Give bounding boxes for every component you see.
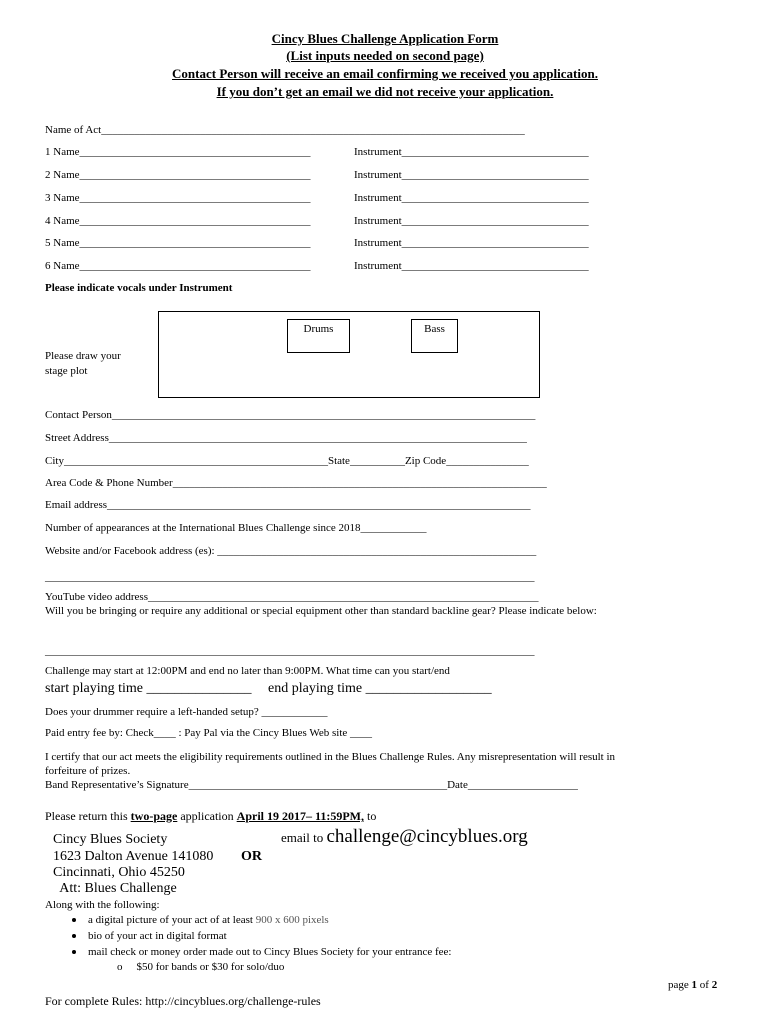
website-field[interactable]: Website and/or Facebook address (es): __________________________________________________________ <box>45 545 537 557</box>
member-6-name-field[interactable]: 6 Name__________________________________________ <box>45 260 311 272</box>
member-1-instrument-field[interactable]: Instrument__________________________________ <box>354 146 589 158</box>
return-instructions <box>45 809 376 824</box>
youtube-field[interactable]: YouTube video address_______________________________________________________________________ <box>45 591 539 603</box>
return-suffix: to <box>363 809 377 823</box>
deadline-text: April 19 2017– 11:59PM, <box>236 809 364 823</box>
two-page-text: two-page <box>130 809 178 823</box>
member-4-instrument-field[interactable]: Instrument__________________________________ <box>354 215 589 227</box>
equipment-question: Will you be bringing or require any additional or special equipment other than standard backline gear? Please indicate below: <box>45 605 597 617</box>
email-address-link[interactable]: challenge@cincyblues.org <box>326 826 528 847</box>
confirmation-note: Contact Person will receive an email confirming we received you application. <box>172 66 598 81</box>
certify-statement: I certify that our act meets the eligibility requirements outlined in the Blues Challenge Rules. Any misrepresentation will result in <box>45 751 616 763</box>
drums-box: Drums <box>287 319 350 353</box>
vocals-note: Please indicate vocals under Instrument <box>45 282 233 294</box>
address-line-2: 1623 Dalton Avenue 141080 <box>53 849 214 864</box>
member-3-name-field[interactable]: 3 Name__________________________________________ <box>45 192 311 204</box>
city-state-zip-field[interactable]: City________________________________________________State__________Zip Code_______________ <box>45 455 529 467</box>
along-heading: Along with the following: <box>45 899 160 911</box>
list-item: bio of your act in digital format <box>72 930 227 942</box>
bullet-icon <box>72 918 76 922</box>
member-5-name-field[interactable]: 5 Name__________________________________________ <box>45 237 311 249</box>
form-subtitle: (List inputs needed on second page) <box>286 48 484 63</box>
page-number: page 1 of 2 <box>668 979 718 991</box>
return-middle: application <box>177 809 237 823</box>
entry-fee-field[interactable]: Paid entry fee by: Check____ : Pay Pal via the Cincy Blues Web site ____ <box>45 727 373 739</box>
member-3-instrument-field[interactable]: Instrument__________________________________ <box>354 192 589 204</box>
member-2-instrument-field[interactable]: Instrument__________________________________ <box>354 169 589 181</box>
challenge-time-note: Challenge may start at 12:00PM and end no later than 9:00PM. What time can you start/end <box>45 665 450 677</box>
return-prefix: Please return this <box>45 809 131 823</box>
list-item: mail check or money order made out to Cincy Blues Society for your entrance fee: <box>72 946 452 958</box>
member-5-instrument-field[interactable]: Instrument__________________________________ <box>354 237 589 249</box>
no-email-note: If you don’t get an email we did not receive your application. <box>216 84 554 99</box>
address-line-4: Att: Blues Challenge <box>53 881 177 896</box>
email-line <box>281 826 528 848</box>
rules-link[interactable]: For complete Rules: http://cincyblues.org/challenge-rules <box>45 994 321 1008</box>
stage-plot-label-2: stage plot <box>45 365 88 377</box>
certify-statement-2: forfeiture of prizes. <box>45 765 131 777</box>
bass-box: Bass <box>411 319 458 353</box>
member-1-name-field[interactable]: 1 Name__________________________________________ <box>45 146 311 158</box>
name-of-act-field[interactable]: Name of Act_____________________________________________________________________________ <box>45 124 525 136</box>
email-prefix: email to <box>281 830 327 845</box>
end-time-field[interactable]: end playing time __________________ <box>268 681 492 696</box>
equipment-field[interactable]: _________________________________________________________________________________________ <box>45 645 535 657</box>
appearances-field[interactable]: Number of appearances at the International Blues Challenge since 2018____________ <box>45 522 427 534</box>
address-line-1: Cincy Blues Society <box>53 832 168 847</box>
signature-date-field[interactable]: Band Representative’s Signature_______________________________________________Date____________________ <box>45 779 578 791</box>
member-4-name-field[interactable]: 4 Name__________________________________________ <box>45 215 311 227</box>
member-6-instrument-field[interactable]: Instrument__________________________________ <box>354 260 589 272</box>
sub-list-item: o $50 for bands or $30 for solo/duo <box>117 961 285 973</box>
address-line-3: Cincinnati, Ohio 45250 <box>53 865 185 880</box>
bullet-icon <box>72 934 76 938</box>
street-address-field[interactable]: Street Address____________________________________________________________________________ <box>45 432 527 444</box>
phone-field[interactable]: Area Code & Phone Number____________________________________________________________________ <box>45 477 547 489</box>
or-text: OR <box>241 849 262 864</box>
member-2-name-field[interactable]: 2 Name__________________________________________ <box>45 169 311 181</box>
website-field-line2[interactable]: _________________________________________________________________________________________ <box>45 571 535 583</box>
stage-plot-label-1: Please draw your <box>45 350 121 362</box>
email-field[interactable]: Email address_____________________________________________________________________________ <box>45 499 531 511</box>
sub-bullet-marker: o <box>117 961 123 973</box>
form-title: Cincy Blues Challenge Application Form <box>271 31 499 46</box>
list-item: a digital picture of your act of at least 900 x 600 pixels <box>72 914 329 926</box>
drummer-setup-field[interactable]: Does your drummer require a left-handed setup? ____________ <box>45 706 328 718</box>
start-time-field[interactable]: start playing time _______________ <box>45 681 252 696</box>
bullet-icon <box>72 950 76 954</box>
contact-person-field[interactable]: Contact Person_____________________________________________________________________________ <box>45 409 536 421</box>
